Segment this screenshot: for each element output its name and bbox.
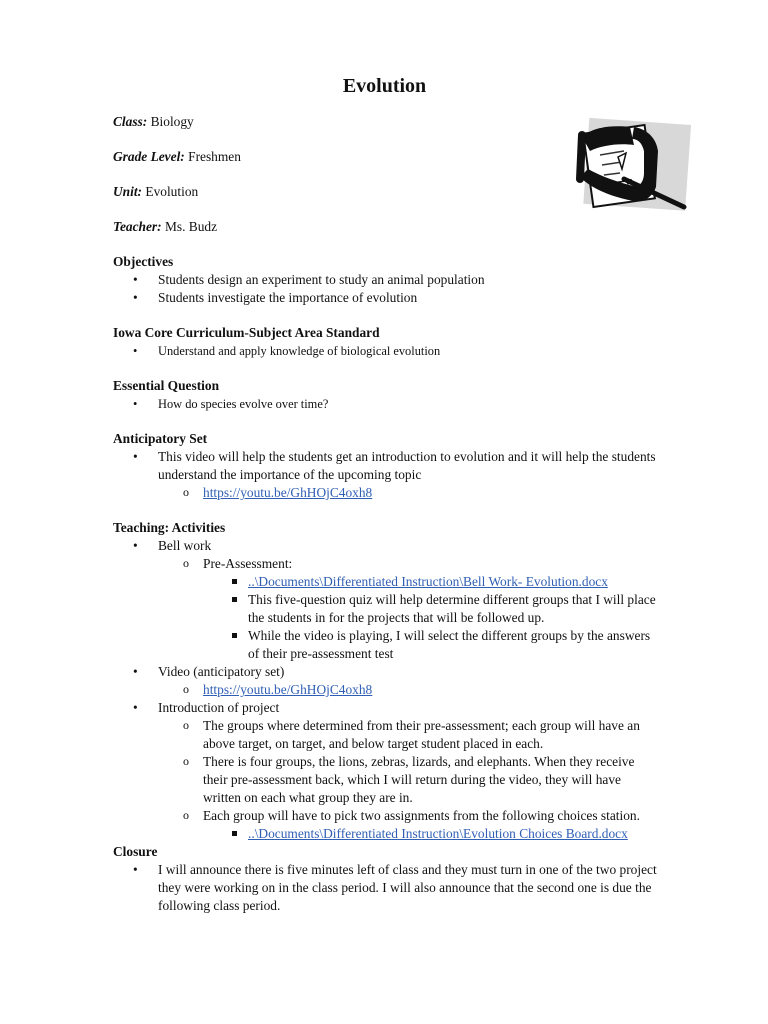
list-item: o Pre-Assessment: — [113, 555, 658, 573]
class-label: Class: — [113, 114, 148, 129]
list-item: • Video (anticipatory set) — [113, 663, 658, 681]
list-item: o The groups where determined from their pre-assessment; each group will have an above target, on target, and below target student placed in each. — [113, 717, 658, 753]
list-item: • Introduction of project — [113, 699, 658, 717]
teacher-value: Ms. Budz — [164, 219, 218, 234]
list-item: • Students design an experiment to study an animal population — [113, 271, 658, 289]
page-title: Evolution — [342, 75, 427, 97]
list-item: • This video will help the students get an introduction to evolution and it will help the students understand the importance of the upcoming topic — [113, 448, 658, 484]
grade-label: Grade Level: — [113, 149, 185, 164]
question-heading: Essential Question — [113, 378, 220, 393]
teaching-list — [113, 537, 658, 843]
unit-label: Unit: — [113, 184, 143, 199]
grade-field — [113, 148, 658, 166]
list-item: • I will announce there is five minutes left of class and they must turn in one of the two project they were working on in the class period. I will also announce that the second one is due the following class period. — [113, 861, 658, 915]
closure-heading: Closure — [113, 844, 158, 859]
list-item: • Understand and apply knowledge of biological evolution — [113, 342, 658, 360]
standard-list — [113, 342, 658, 360]
video-link[interactable]: https://youtu.be/GhHOjC4oxh8 — [203, 682, 373, 697]
class-field — [113, 113, 658, 131]
document-body — [113, 74, 658, 915]
standard-heading: Iowa Core Curriculum-Subject Area Standard — [113, 325, 380, 340]
list-item: o Each group will have to pick two assignments from the following choices station. — [113, 807, 658, 825]
question-list — [113, 395, 658, 413]
closure-list — [113, 861, 658, 915]
class-value: Biology — [150, 114, 194, 129]
list-item: o There is four groups, the lions, zebras, lizards, and elephants. When they receive their pre-assessment back, which I will return during the video, they will have written on each what group they are in. — [113, 753, 658, 807]
choices-board-link[interactable]: ..\Documents\Differentiated Instruction\Evolution Choices Board.docx — [248, 826, 628, 841]
unit-value: Evolution — [145, 184, 199, 199]
list-item — [113, 484, 658, 502]
anticipatory-heading: Anticipatory Set — [113, 431, 208, 446]
anticipatory-list — [113, 448, 658, 502]
unit-field — [113, 183, 658, 201]
grade-value: Freshmen — [188, 149, 241, 164]
anticipatory-video-link[interactable]: https://youtu.be/GhHOjC4oxh8 — [203, 485, 373, 500]
list-item: • How do species evolve over time? — [113, 395, 658, 413]
teaching-heading: Teaching: Activities — [113, 520, 226, 535]
list-item: • Students investigate the importance of evolution — [113, 289, 658, 307]
objectives-heading: Objectives — [113, 254, 174, 269]
objectives-list — [113, 271, 658, 307]
list-item: • Bell work — [113, 537, 658, 555]
list-item: While the video is playing, I will select the different groups by the answers of their pre-assessment test — [113, 627, 658, 663]
list-item: This five-question quiz will help determine different groups that I will place the students in for the projects that will be followed up. — [113, 591, 658, 627]
list-item — [113, 825, 658, 843]
list-item — [113, 681, 658, 699]
teacher-field — [113, 218, 658, 236]
bell-work-link[interactable]: ..\Documents\Differentiated Instruction\Bell Work- Evolution.docx — [248, 574, 608, 589]
teacher-label: Teacher: — [113, 219, 162, 234]
list-item — [113, 573, 658, 591]
